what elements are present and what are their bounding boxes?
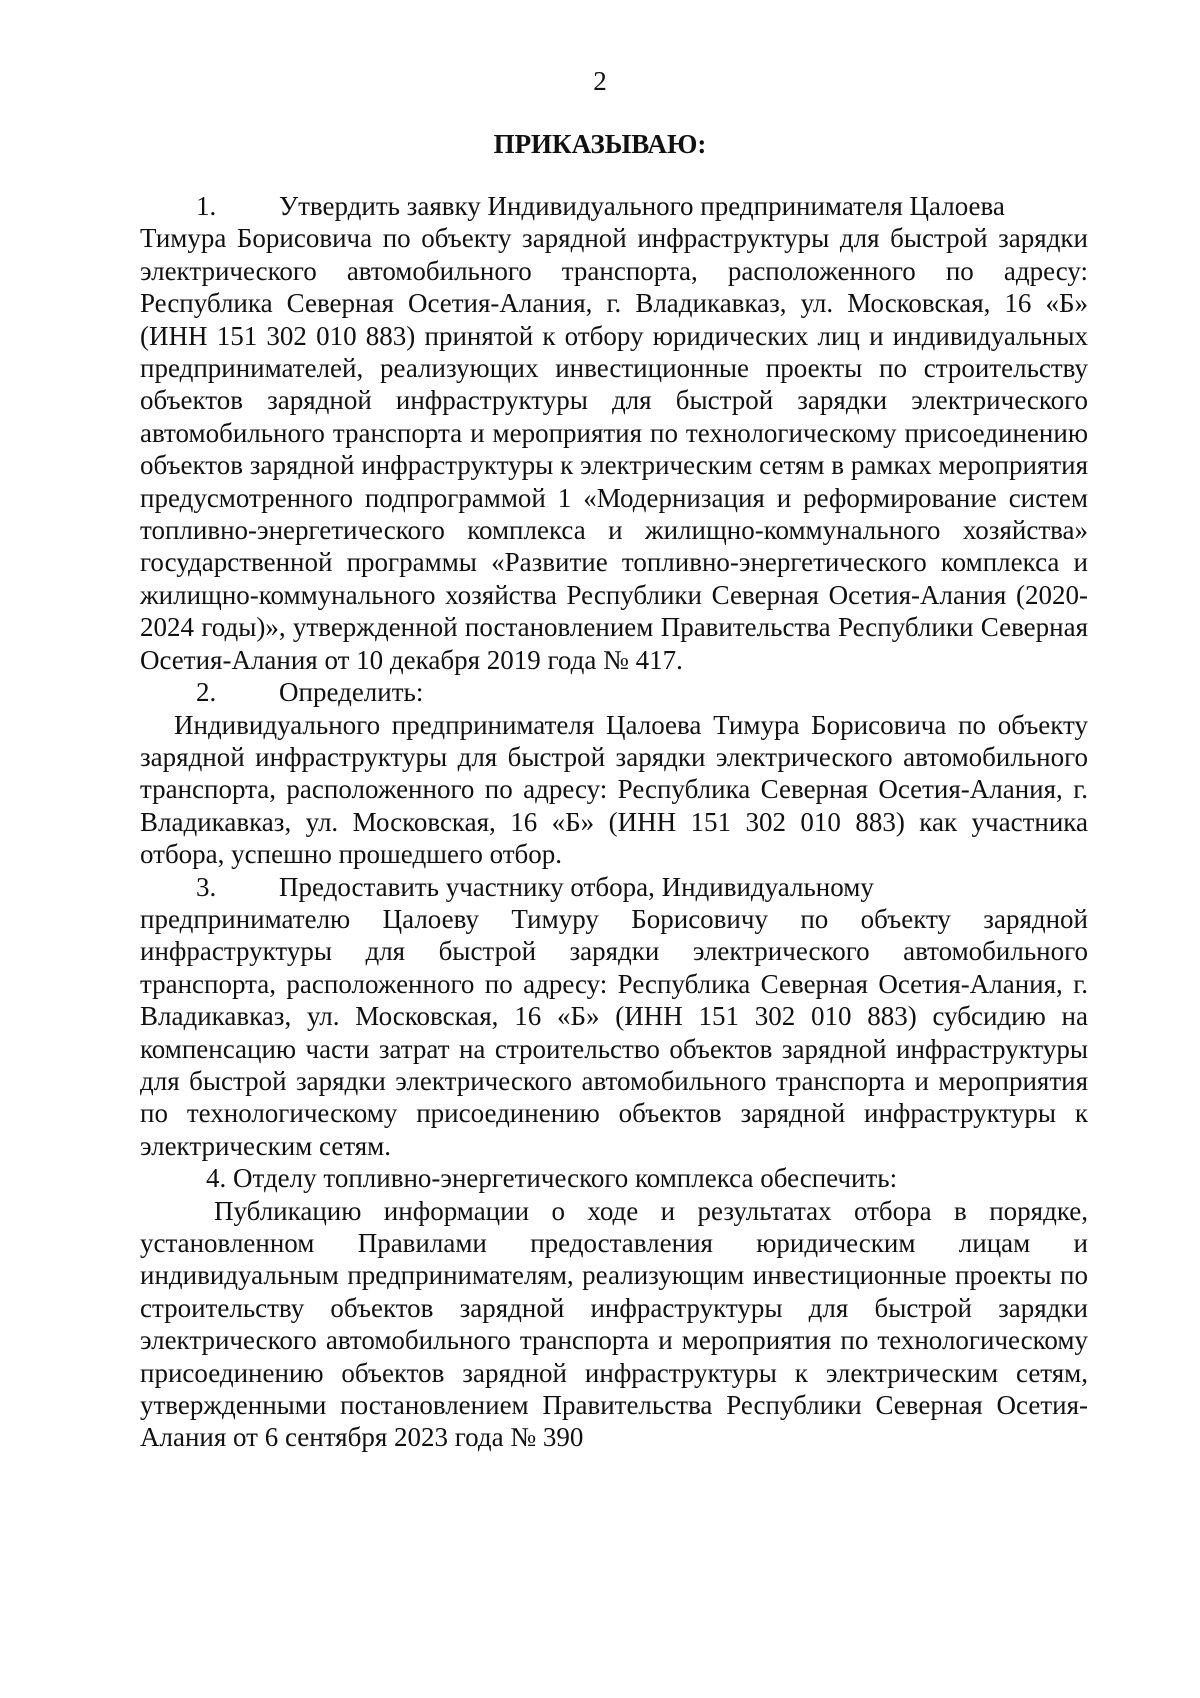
item-1-text: Тимура Борисовича по объекту зарядной инфраструктуры для быстрой зарядки электрического автомобильного транспорта, расположенного по адресу: Республика Северная Осетия-Алания, г. Владикавказ, ул. Московская, 16 «Б» (ИНН 151 302 010 883) принятой к отбору юридических лиц и индивидуальных предпринимателей, реализующих инвестиционные проекты по строительству объектов зарядной инфраструктуры для быстрой зарядки электрического автомобильного транспорта и мероприятия по технологическому присоединению объектов зарядной инфраструктуры к электрическим сетям в рамках мероприятия предусмотренного подпрограммой 1 «Модернизация и реформирование систем топливно-энергетического комплекса и жилищно-коммунального хозяйства» государственной программы «Развитие топливно-энергетического комплекса и жилищно-коммунального хозяйства Республики Северная Осетия-Алания (2020-2024 годы)», утвержденной постановлением Правительства Республики Северная Осетия-Алания от 10 декабря 2019 года № 417. (140, 223, 1088, 675)
item-2-lead: Определить: (279, 677, 424, 708)
item-3-text: предпринимателю Цалоеву Тимуру Борисовичу по объекту зарядной инфраструктуры для быстрой зарядки электрического автомобильного транспорта, расположенного по адресу: Республика Северная Осетия-Алания, г. Владикавказ, ул. Московская, 16 «Б» (ИНН 151 302 010 883) субсидию на компенсацию части затрат на строительство объектов зарядной инфраструктуры для быстрой зарядки электрического автомобильного транспорта и мероприятия по технологическому присоединению объектов зарядной инфраструктуры к электрическим сетям. (140, 903, 1088, 1161)
page-number: 2 (593, 66, 607, 96)
item-2-text: Индивидуального предпринимателя Цалоева Тимура Борисовича по объекту зарядной инфраструктуры для быстрой зарядки электрического автомобильного транспорта, расположенного по адресу: Республика Северная Осетия-Алания, г. Владикавказ, ул. Московская, 16 «Б» (ИНН 151 302 010 883) как участника отбора, успешно прошедшего отбор. (140, 709, 1088, 870)
item-4-lead: Отделу топливно-энергетического комплекса обеспечить: (233, 1163, 898, 1194)
order-heading: ПРИКАЗЫВАЮ: (493, 129, 707, 159)
item-2-head (140, 676, 1088, 708)
item-1-lead: Утвердить заявку Индивидуального предпринимателя Цалоева (279, 191, 1005, 221)
item-3-number: 3. (196, 871, 217, 902)
order-body (140, 190, 1088, 1454)
item-1-head (140, 190, 1088, 222)
item-4-number: 4. (206, 1163, 227, 1194)
item-4-text: Публикацию информации о ходе и результатах отбора в порядке, установленном Правилами предоставления юридическим лицам и индивидуальным предпринимателям, реализующим инвестиционные проекты по строительству объектов зарядной инфраструктуры для быстрой зарядки электрического автомобильного транспорта и мероприятия по технологическому присоединению объектов зарядной инфраструктуры к электрическим сетям, утвержденными постановлением Правительства Республики Северная Осетия-Алания от 6 сентября 2023 года № 390 (140, 1195, 1088, 1453)
item-2-number: 2. (196, 677, 217, 708)
item-4-head (140, 1162, 1088, 1194)
item-1-number: 1. (196, 191, 217, 221)
item-3-head (140, 871, 1088, 903)
item-3-lead: Предоставить участнику отбора, Индивидуальному (279, 871, 874, 902)
